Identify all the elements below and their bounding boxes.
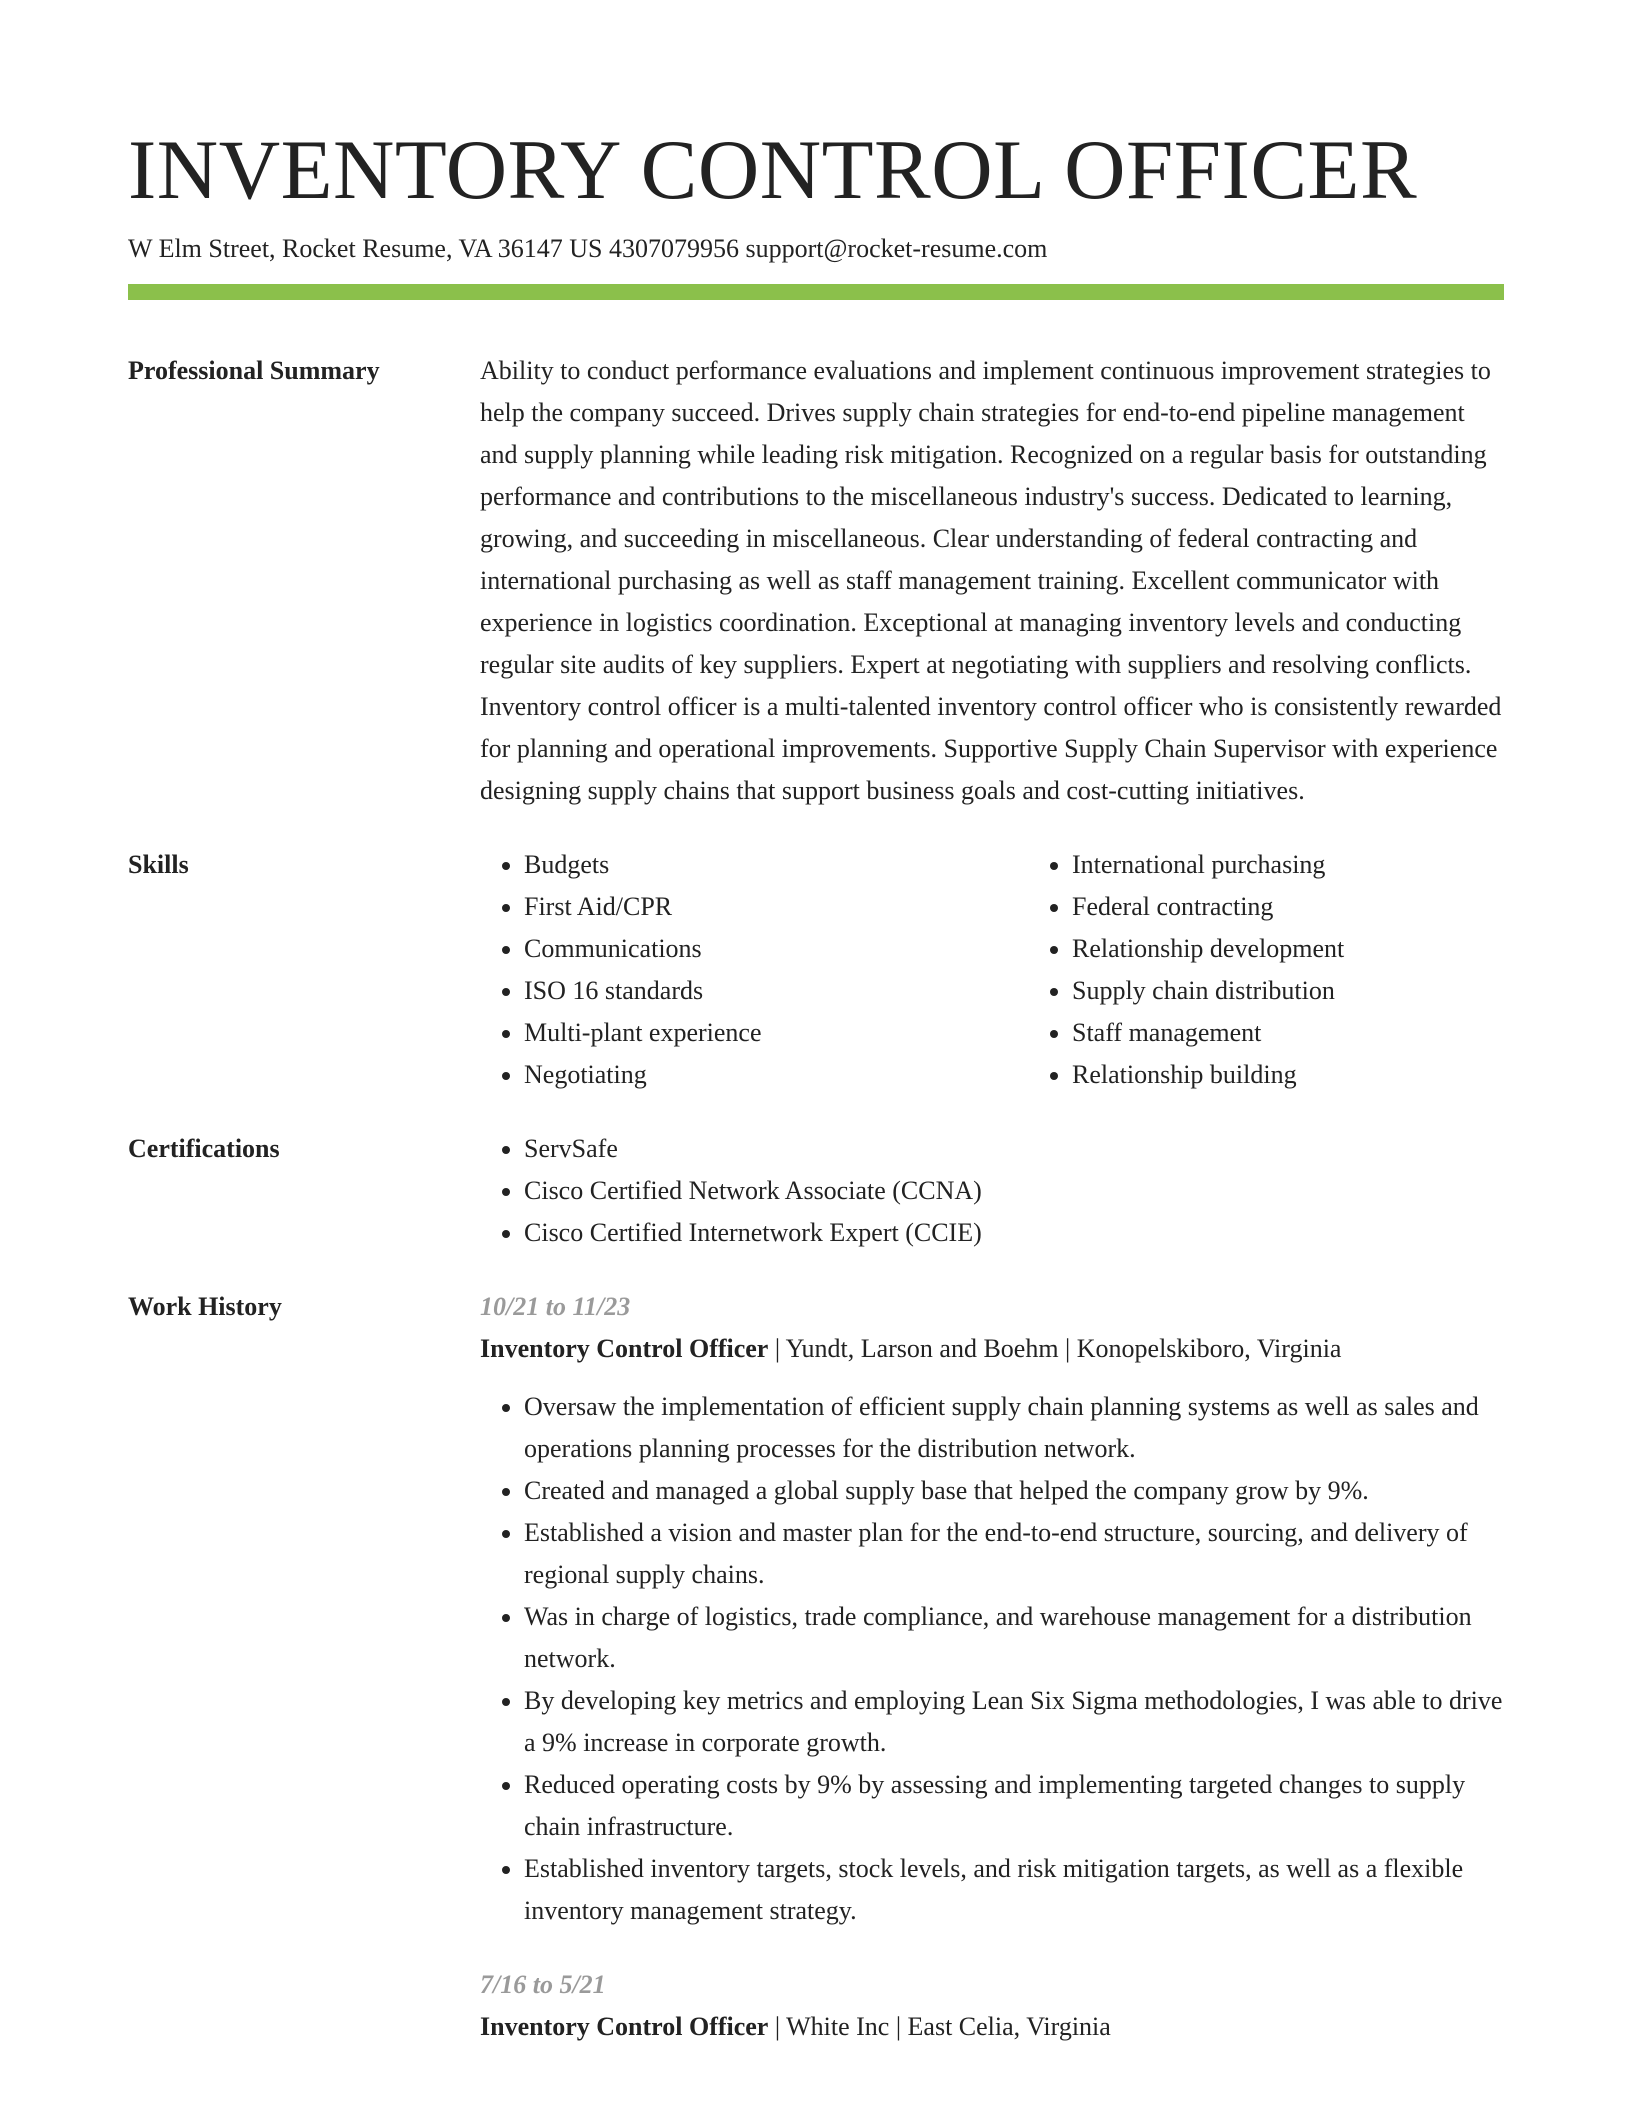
section-title: Certifications — [128, 1134, 280, 1163]
job-title: Inventory Control Officer — [480, 2012, 769, 2041]
job-title: Inventory Control Officer — [480, 1334, 769, 1363]
summary-text: Ability to conduct performance evaluations and implement continuous improvement strategies to help the company succeed. Drives supply chain strategies for end-to-end pipeline management and supply planning while leading risk mitigation. Recognized on a regular basis for outstanding performance and contributions to the miscellaneous industry's success. Dedicated to learning, growing, and succeeding in miscellaneous. Clear understanding of federal contracting and international purchasing as well as staff management training. Excellent communicator with experience in logistics coordination. Exceptional at managing inventory levels and conducting regular site audits of key suppliers. Expert at negotiating with suppliers and resolving conflicts. Inventory control officer is a multi-talented inventory control officer who is consistently rewarded for planning and operational improvements. Supportive Supply Chain Supervisor with experience designing supply chains that support business goals and cost-cutting initiatives. — [480, 356, 1502, 805]
skill-item: • International purchasing — [1072, 844, 1532, 886]
accent-divider — [128, 284, 1504, 300]
resume-name: INVENTORY CONTROL OFFICER — [128, 123, 1418, 217]
skill-item: • Negotiating — [524, 1054, 984, 1096]
job-bullet: • Reduced operating costs by 9% by assessing and implementing targeted changes to supply chain infrastructure. — [524, 1764, 1504, 1848]
certification-item: • ServSafe — [524, 1128, 1504, 1170]
section-body — [480, 1128, 1504, 1254]
skill-item: • Multi-plant experience — [524, 1012, 984, 1054]
job-bullet: • Established inventory targets, stock levels, and risk mitigation targets, as well as a flexible inventory management strategy. — [524, 1848, 1504, 1932]
section-title: Skills — [128, 850, 189, 879]
job-bullet: • Was in charge of logistics, trade compliance, and warehouse management for a distribution network. — [524, 1596, 1504, 1680]
section-title: Work History — [128, 1292, 282, 1321]
section-title: Professional Summary — [128, 356, 380, 385]
job-heading — [480, 2006, 1504, 2048]
job-bullet: • By developing key metrics and employing Lean Six Sigma methodologies, I was able to drive a 9% increase in corporate growth. — [524, 1680, 1504, 1764]
job-bullets — [480, 1386, 1504, 1932]
skills-list-right — [1028, 844, 1532, 1096]
section-body — [480, 350, 1504, 812]
skills-list-left — [480, 844, 984, 1096]
resume-page — [128, 0, 1504, 2048]
skill-item: • Budgets — [524, 844, 984, 886]
certifications-list — [480, 1128, 1504, 1254]
professional-summary-section — [128, 350, 1504, 812]
job-dates: 7/16 to 5/21 — [480, 1970, 606, 1999]
job-bullet: • Created and managed a global supply base that helped the company grow by 9%. — [524, 1470, 1504, 1512]
contact-line: W Elm Street, Rocket Resume, VA 36147 US 4307079956 support@rocket-resume.com — [128, 234, 1048, 263]
section-body — [480, 844, 1504, 1096]
section-body — [480, 1286, 1504, 2048]
skill-item: • Staff management — [1072, 1012, 1532, 1054]
skill-item: • Federal contracting — [1072, 886, 1532, 928]
job-bullet: • Established a vision and master plan for the end-to-end structure, sourcing, and delivery of regional supply chains. — [524, 1512, 1504, 1596]
certification-item: • Cisco Certified Network Associate (CCNA) — [524, 1170, 1504, 1212]
job-dates: 10/21 to 11/23 — [480, 1292, 631, 1321]
job-details: | Yundt, Larson and Boehm | Konopelskiboro, Virginia — [768, 1334, 1342, 1363]
skills-columns — [480, 844, 1504, 1096]
skill-item: • Relationship development — [1072, 928, 1532, 970]
certification-item: • Cisco Certified Internetwork Expert (CCIE) — [524, 1212, 1504, 1254]
certifications-section — [128, 1128, 1504, 1254]
job-heading — [480, 1328, 1504, 1370]
job-details: | White Inc | East Celia, Virginia — [768, 2012, 1111, 2041]
work-history-section — [128, 1286, 1504, 2048]
job-entry — [480, 1964, 1504, 2048]
skill-item: • Communications — [524, 928, 984, 970]
skill-item: • ISO 16 standards — [524, 970, 984, 1012]
skill-item: • Relationship building — [1072, 1054, 1532, 1096]
job-entry — [480, 1286, 1504, 1932]
skill-item: • Supply chain distribution — [1072, 970, 1532, 1012]
skill-item: • First Aid/CPR — [524, 886, 984, 928]
job-bullet: • Oversaw the implementation of efficient supply chain planning systems as well as sales and operations planning processes for the distribution network. — [524, 1386, 1504, 1470]
skills-section — [128, 844, 1504, 1096]
